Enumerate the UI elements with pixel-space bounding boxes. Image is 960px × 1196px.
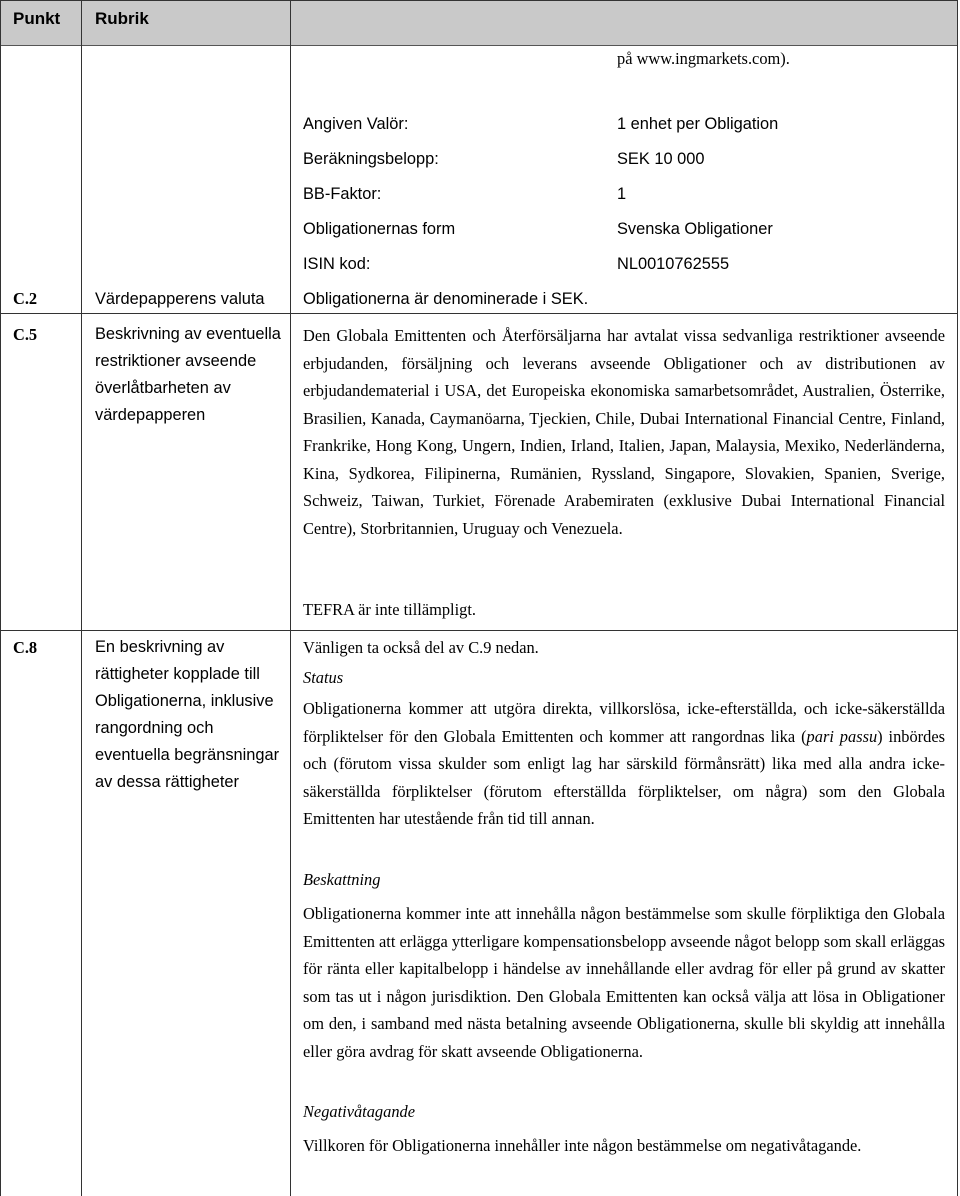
detail-label: Angiven Valör: (303, 115, 409, 133)
row-divider-c5 (0, 630, 958, 631)
negative-pledge-heading: Negativåtagande (303, 1102, 415, 1121)
section-number-c8: C.8 (13, 638, 38, 657)
section-rubric-c2: Värdepapperens valuta (95, 290, 265, 308)
tax-heading: Beskattning (303, 870, 381, 889)
detail-label: ISIN kod: (303, 255, 371, 273)
detail-value: Svenska Obligationer (617, 220, 773, 238)
header-rubrik: Rubrik (95, 9, 149, 28)
header-punkt: Punkt (13, 9, 61, 28)
row-divider-c2 (0, 313, 958, 314)
detail-label: BB-Faktor: (303, 185, 382, 203)
table-header (0, 0, 958, 46)
detail-label: Obligationernas form (303, 220, 456, 238)
col-divider-2 (290, 0, 291, 1196)
pari-passu-term: pari passu (806, 726, 878, 746)
tax-text: Obligationerna kommer inte att innehålla någon bestämmelse som skulle förpliktiga den Globala Emittenten att erlägga ytterligare kompensationsbelopp avseende något belopp som skall erläggas för ränta eller kapitalbelopp i händelse av innehållande eller avdrag för eller på grund av skatter som tas ut i någon jurisdiktion. Den Globala Emittenten kan också välja att lösa in Obligationer om den, i samband med nästa betalning avseende Obligationerna, skulle bli skyldig att innehålla eller göra avdrag för skatt avseende Obligationerna. (303, 904, 945, 1061)
detail-label: Beräkningsbelopp: (303, 150, 439, 168)
status-text: Obligationerna kommer att utgöra direkta, villkorslösa, icke-efterställda, och icke-säkerställda förpliktelser för den Globala Emittenten och kommer att rangordnas lika (pari passu) inbördes och (förutom vissa skulder som enligt lag har särskild förmånsrätt) lika med alla andra icke-säkerställda förpliktelser (förutom efterställda förpliktelser, om några) som den Globala Emittenten har utestående från tid till annan. (303, 699, 945, 828)
section-text-c2: Obligationerna är denominerade i SEK. (303, 290, 589, 308)
table-border-left (0, 0, 1, 1196)
detail-value: NL0010762555 (617, 255, 730, 273)
tefra-note: TEFRA är inte tillämpligt. (303, 600, 476, 619)
col-divider-1 (81, 0, 82, 1196)
section-rubric-c5: Beskrivning av eventuella restriktioner avseende överlåtbarheten av värdepapperen (95, 325, 281, 424)
status-heading: Status (303, 668, 344, 687)
table-border-right (957, 0, 958, 1196)
negative-pledge-text: Villkoren för Obligationerna innehåller inte någon bestämmelse om negativåtagande. (303, 1136, 862, 1155)
detail-value: SEK 10 000 (617, 150, 705, 168)
section-number-c5: C.5 (13, 325, 38, 344)
section-number-c2: C.2 (13, 289, 38, 308)
detail-value: 1 enhet per Obligation (617, 115, 779, 133)
section-text-c5: Den Globala Emittenten och Återförsäljarna har avtalat vissa sedvanliga restriktioner avseende erbjudanden, försäljning och leverans avseende Obligationer och av distributionen av erbjudandematerial i USA, det Europeiska ekonomiska samarbetsområdet, Australien, Österrike, Brasilien, Kanada, Caymanöarna, Tjeckien, Chile, Dubai International Financial Centre, Finland, Frankrike, Hong Kong, Ungern, Indien, Irland, Italien, Japan, Malaysia, Mexiko, Nederländerna, Kina, Sydkorea, Filipinerna, Rumänien, Ryssland, Singapore, Slovakien, Spanien, Sverige, Schweiz, Taiwan, Turkiet, Förenade Arabemiraten (exklusive Dubai International Financial Centre), Storbritannien, Uruguay och Venezuela. (303, 326, 945, 538)
top-note: på www.ingmarkets.com). (617, 49, 790, 68)
c8-intro: Vänligen ta också del av C.9 nedan. (303, 638, 539, 657)
section-rubric-c8: En beskrivning av rättigheter kopplade till Obligationerna, inklusive rangordning och eventuella begränsningar av dessa rättigheter (95, 638, 280, 791)
table-border-top (0, 0, 958, 1)
detail-value: 1 (617, 185, 627, 203)
